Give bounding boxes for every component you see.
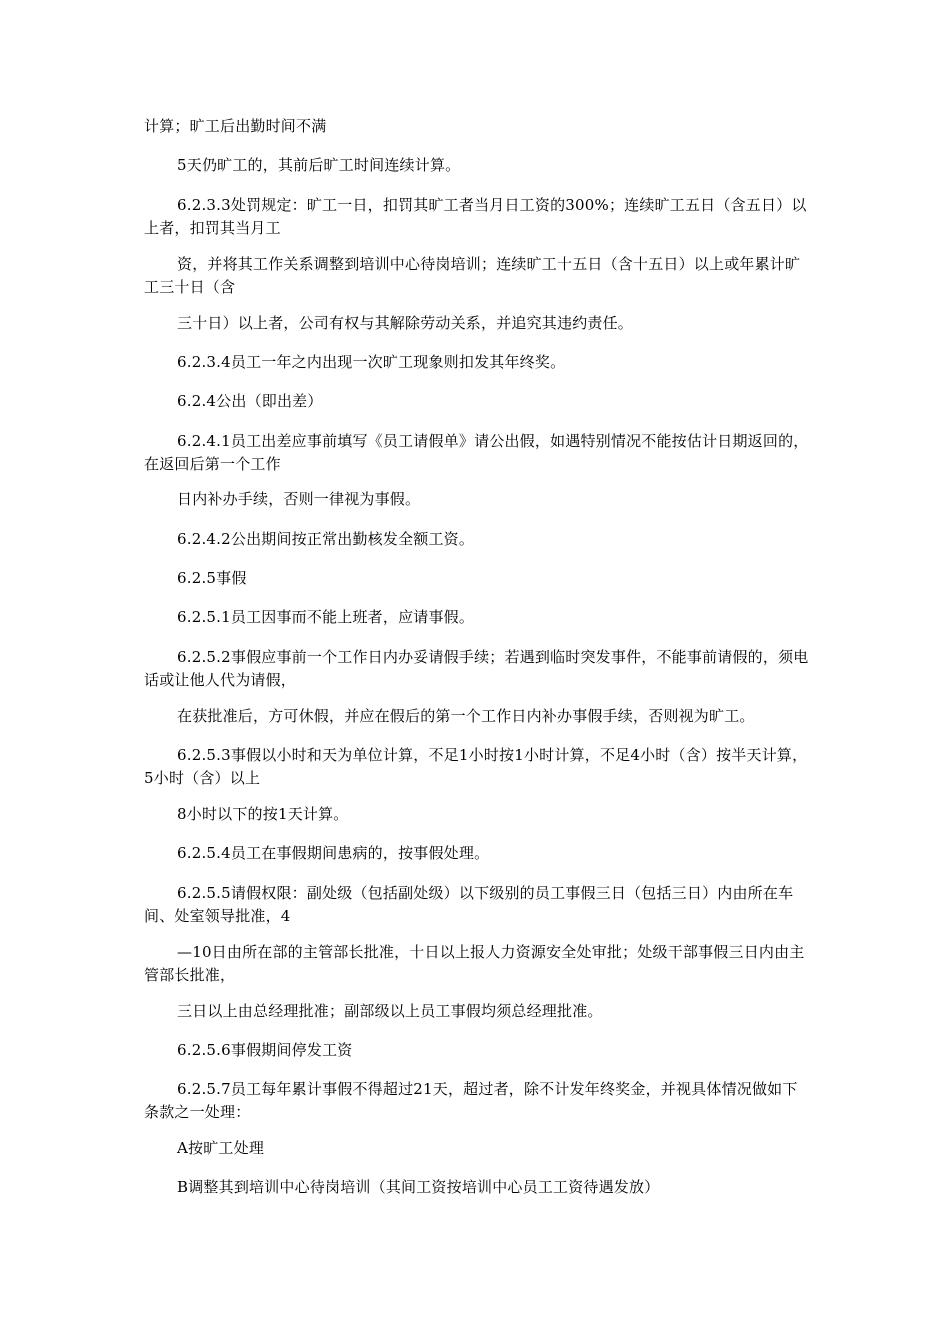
paragraph-18: 三日以上由总经理批准；副部级以上员工事假均须总经理批准。: [177, 1002, 603, 1020]
paragraph-12: 在获批准后，方可休假，并应在假后的第一个工作日内补办事假手续，否则视为旷工。: [177, 707, 755, 725]
paragraph-20: 6.2.5.7员工每年累计事假不得超过21天，超过者，除不计发年终奖金，并视具体情况做如下条款之一处理：: [144, 1080, 798, 1121]
paragraph-2: 5天仍旷工的，其前后旷工时间连续计算。: [177, 156, 461, 174]
section-heading-6-2-5: 6.2.5事假: [177, 569, 247, 587]
paragraph-4: 资，并将其工作关系调整到培训中心待岗培训；连续旷工十五日（含十五日）以上或年累计旷工三十日（含: [144, 255, 801, 296]
list-item-b: B调整其到培训中心待岗培训（其间工资按培训中心员工工资待遇发放）: [177, 1178, 660, 1196]
paragraph-16: 6.2.5.5请假权限：副处级（包括副处级）以下级别的员工事假三日（包括三日）内由所在车间、处室领导批准，4: [144, 884, 794, 925]
paragraph-8: 日内补办手续，否则一律视为事假。: [177, 490, 421, 508]
paragraph-9: 6.2.4.2公出期间按正常出勤核发全额工资。: [177, 530, 475, 548]
paragraph-11: 6.2.5.2事假应事前一个工作日内办妥请假手续；若遇到临时突发事件，不能事前请假的，须电话或让他人代为请假，: [144, 648, 809, 689]
paragraph-6: 6.2.3.4员工一年之内出现一次旷工现象则扣发其年终奖。: [177, 353, 566, 371]
paragraph-13: 6.2.5.3事假以小时和天为单位计算，不足1小时按1小时计算，不足4小时（含）按半天计算，5小时（含）以上: [144, 746, 808, 787]
list-item-a: A按旷工处理: [177, 1139, 265, 1157]
paragraph-10: 6.2.5.1员工因事而不能上班者，应请事假。: [177, 608, 475, 626]
paragraph-1: 计算；旷工后出勤时间不满: [144, 117, 327, 135]
paragraph-19: 6.2.5.6事假期间停发工资: [177, 1041, 353, 1059]
paragraph-5: 三十日）以上者，公司有权与其解除劳动关系，并追究其违约责任。: [177, 314, 634, 332]
paragraph-7: 6.2.4.1员工出差应事前填写《员工请假单》请公出假，如遇特别情况不能按估计日期返回的，在返回后第一个工作: [144, 432, 809, 473]
paragraph-3: 6.2.3.3处罚规定：旷工一日，扣罚其旷工者当月日工资的300%；连续旷工五日（含五日）以上者，扣罚其当月工: [144, 196, 807, 237]
section-heading-6-2-4: 6.2.4公出（即出差）: [177, 392, 323, 410]
paragraph-17: —10日由所在部的主管部长批准，十日以上报人力资源安全处审批；处级干部事假三日内由主管部长批准，: [144, 943, 805, 984]
paragraph-14: 8小时以下的按1天计算。: [177, 805, 349, 823]
paragraph-15: 6.2.5.4员工在事假期间患病的，按事假处理。: [177, 844, 490, 862]
